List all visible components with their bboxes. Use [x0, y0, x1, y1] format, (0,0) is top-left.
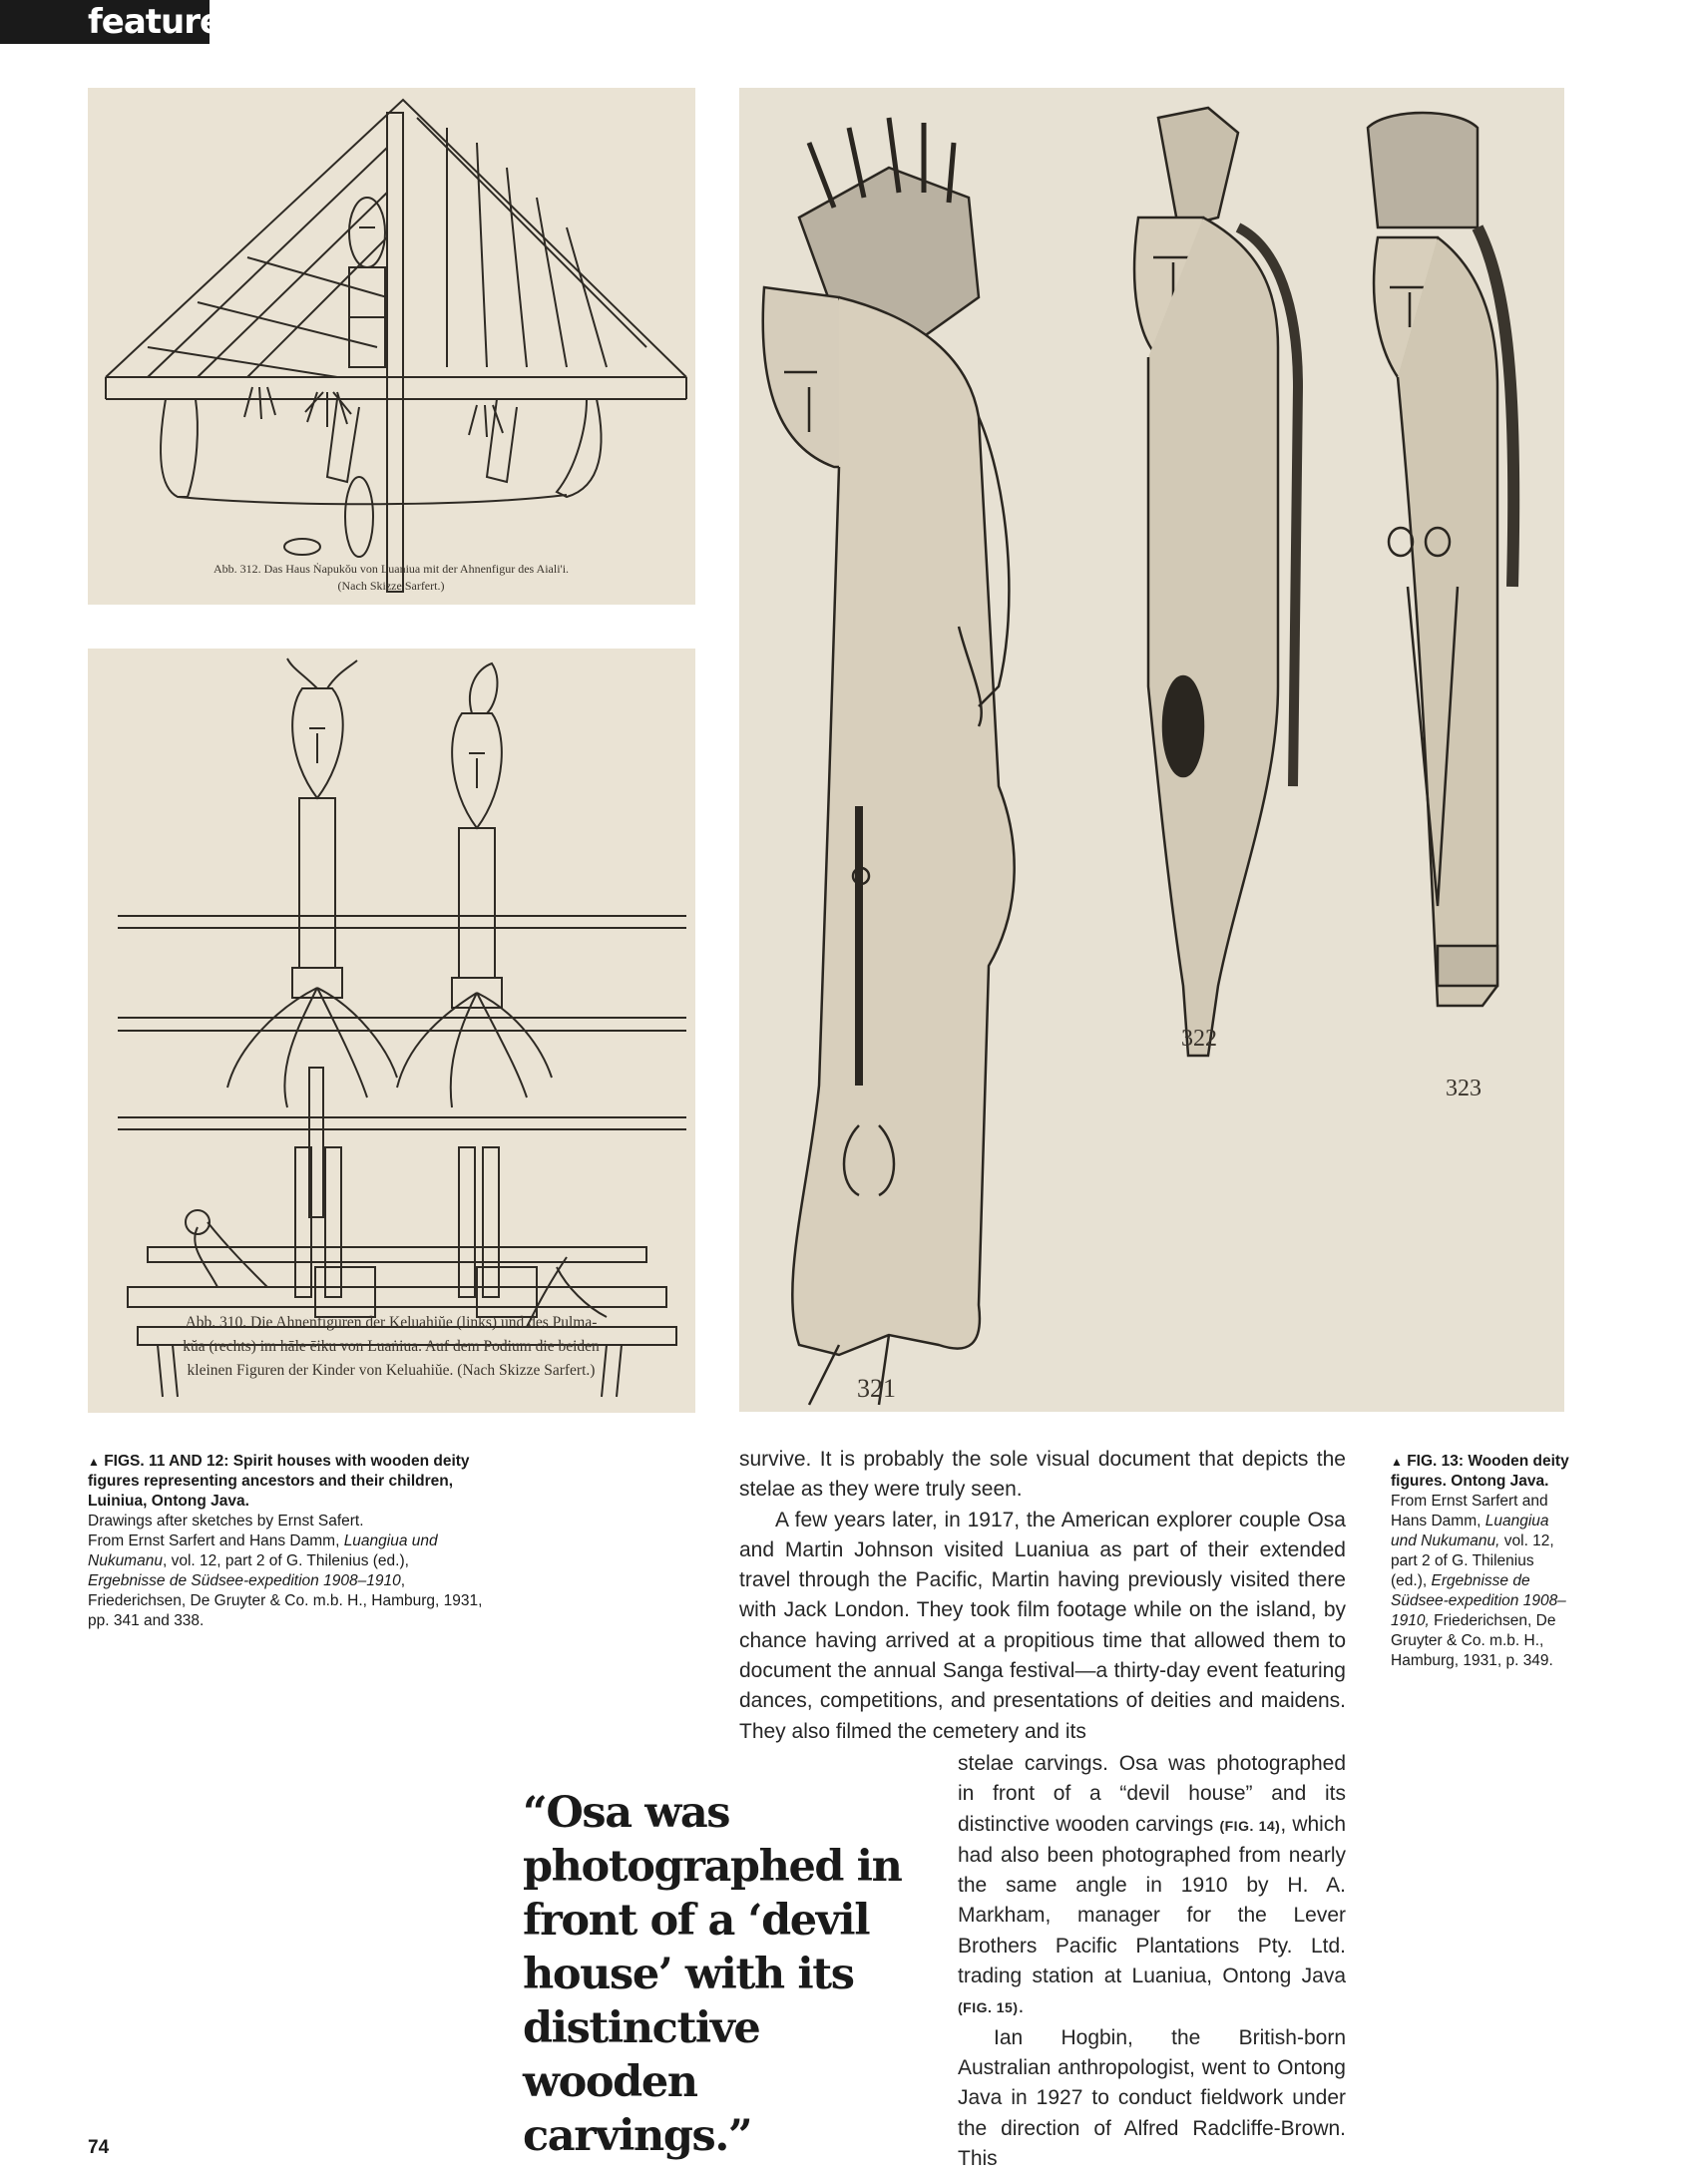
caption-figs-11-12-source: From Ernst Sarfert and Hans Damm, Luangiua und Nukumanu, vol. 12, part 2 of G. Thilenius (ed.), Ergebnisse de Südsee-expedition 1908–1910, Friederichsen, De Gruyter & Co. m.b. H., Hamburg, 1931, pp. 341 and 338.	[88, 1532, 483, 1629]
caption-figs-11-12-title: Spirit houses with wooden deity figures representing ancestors and their children, Luiniua, Ontong Java.	[88, 1453, 470, 1510]
caption-fig-13-source: From Ernst Sarfert and Hans Damm, Luangiua und Nukumanu, vol. 12, part 2 of G. Thilenius (ed.), Ergebnisse de Südsee-expedition 1908–1910, Friederichsen, De Gruyter & Co. m.b. H., Hamburg, 1931, p. 349.	[1391, 1493, 1566, 1669]
fig13-label-322: 322	[1181, 1026, 1217, 1052]
article-paragraph-3: Ian Hogbin, the British-born Australian anthropologist, went to Ontong Java in 1927 to conduct fieldwork under the direction of Alfred Radcliffe-Brown. This	[958, 2025, 1346, 2170]
fig-15-reference: (FIG. 15)	[958, 1999, 1019, 2016]
fig12-caption-line3: kleinen Figuren der Kinder von Keluahiŭe. (Nach Skizze Sarfert.)	[187, 1362, 596, 1379]
pull-quote: “Osa was photographed in front of a ‘devil house’ with its distinctive wooden carvings.”	[523, 1788, 902, 2161]
article-paragraph-2-start: A few years later, in 1917, the American explorer couple Osa and Martin Johnson visited Luaniua as part of their extended travel through the Pacific, Martin having previously visited there with Jack London. They took film footage while on the island, by chance having arrived at a propitious time that allowed them to document the annual Sanga festival—a thirty-day event featuring dances, competitions, and presentations of deities and maidens. They also filmed the cemetery and its	[739, 1508, 1346, 1743]
ancestor-figures-illustration	[88, 649, 695, 1413]
figure-12-ancestor-figures-drawing	[88, 649, 695, 1413]
caption-fig-13	[1391, 1452, 1570, 1671]
article-paragraph-1: survive. It is probably the sole visual document that depicts the stelae as they were truly seen.	[739, 1448, 1346, 1502]
deity-figures-illustration	[739, 88, 1564, 1412]
figure-11-spirit-house-drawing	[88, 88, 695, 605]
fig11-caption-line2: (Nach Skizze Sarfert.)	[337, 579, 445, 593]
article-column-bottom	[958, 1749, 1346, 2174]
page-number: 74	[88, 2137, 110, 2158]
caption-figs-11-12	[88, 1452, 487, 1631]
caption-fig-13-label: FIG. 13:	[1407, 1453, 1465, 1470]
figure-13-wooden-deity-figures	[739, 88, 1564, 1412]
triangle-up-icon: ▲	[1391, 1455, 1403, 1469]
caption-fig-13-lead	[1391, 1452, 1570, 1492]
section-tag: feature	[0, 0, 210, 44]
fig12-caption-line2: kŭa (rechts) im hāle ēiku von Luaṅiua. Auf dem Podium die beiden	[183, 1338, 600, 1355]
spirit-house-illustration	[88, 88, 695, 605]
caption-figs-11-12-label: FIGS. 11 AND 12:	[104, 1453, 229, 1470]
triangle-up-icon: ▲	[88, 1455, 100, 1469]
fig13-label-323: 323	[1446, 1076, 1481, 1101]
fig13-label-321: 321	[857, 1374, 896, 1403]
caption-figs-11-12-lead	[88, 1452, 487, 1512]
fig12-caption-line1: Abb. 310. Die Ahnenfiguren der Keluahiŭe (links) und des Pulma-	[185, 1314, 598, 1331]
caption-fig-13-title: Wooden deity figures. Ontong Java.	[1391, 1453, 1569, 1490]
fig11-caption-line1: Abb. 312. Das Haus Ṅapukŏu von Luaṅiua mit der Ahnenfigur des Aiali'i.	[212, 562, 570, 576]
fig-14-reference: (FIG. 14)	[1219, 1817, 1281, 1834]
caption-figs-11-12-credit: Drawings after sketches by Ernst Safert.	[88, 1513, 364, 1529]
article-paragraph-2-continued: stelae carvings. Osa was photographed in front of a “devil house” and its distinctive wooden carvings (FIG. 14), which had also been photographed from nearly the same angle in 1910 by H. A. Markham, manager for the Lever Brothers Pacific Plantations Pty. Ltd. trading station at Luaniua, Ontong Java (FIG. 15).	[958, 1752, 1347, 2018]
article-column-top	[739, 1445, 1346, 1747]
